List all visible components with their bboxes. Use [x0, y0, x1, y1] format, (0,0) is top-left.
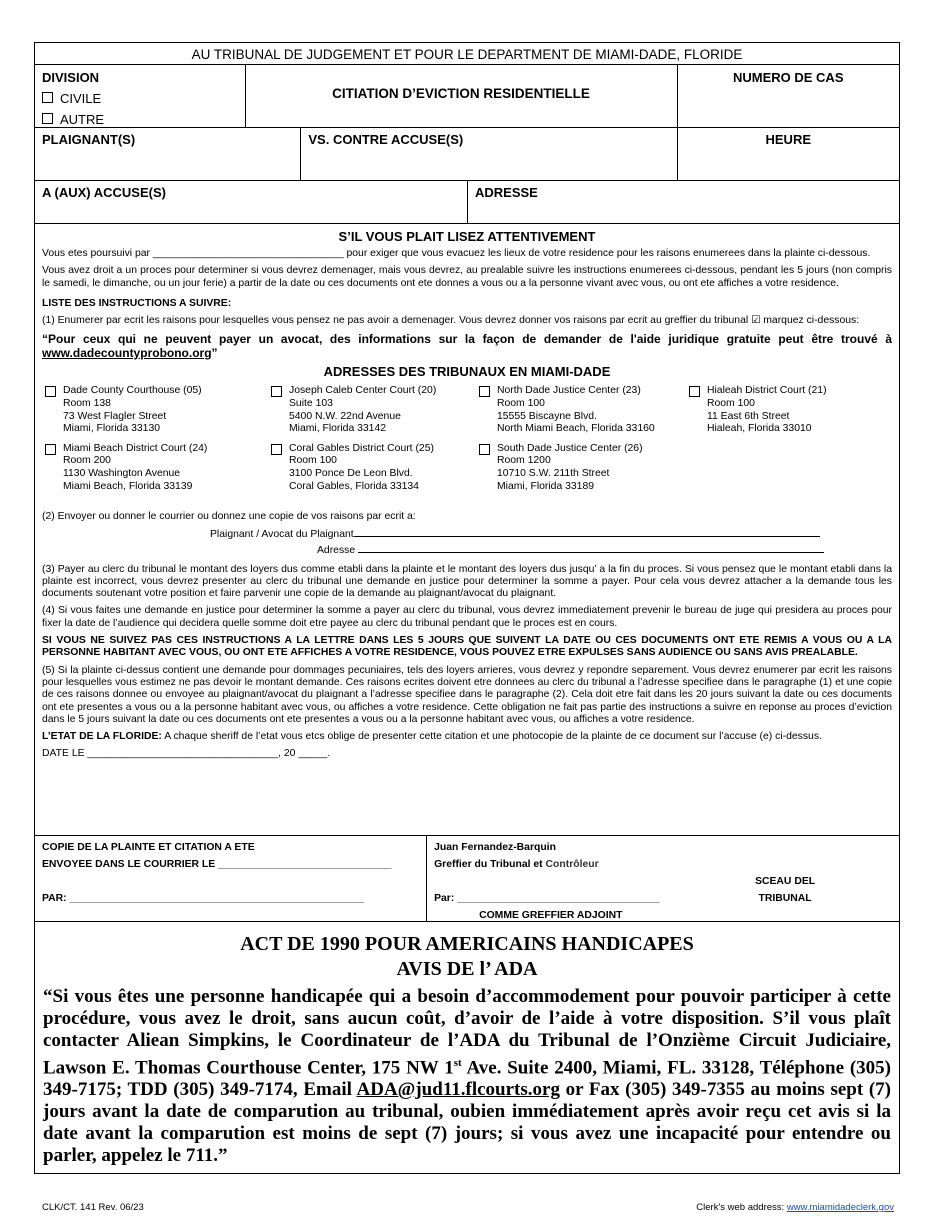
- signature-row: [35, 836, 899, 922]
- copy-line-1: COPIE DE LA PLAINTE ET CITATION A ETE: [42, 842, 255, 853]
- clerk-title: [434, 856, 892, 873]
- court-option[interactable]: [45, 443, 271, 493]
- clerk-title-bold: Greffier du Tribunal et: [434, 859, 543, 870]
- para-sued-by: Vous etes poursuivi par _________________________________ pour exiger que vous evacuez les lieux de votre residence pour les raisons enumerees dans la plainte ci-dessous.: [42, 248, 871, 259]
- ada-title-1: ACT DE 1990 POUR AMERICAINS HANDICAPES: [240, 933, 694, 955]
- address-line: [42, 543, 892, 559]
- court-name: Joseph Caleb Center Court (20): [289, 385, 437, 397]
- deputy-clerk: COMME GREFFIER ADJOINT: [479, 910, 623, 921]
- court-option[interactable]: [271, 443, 479, 493]
- checkbox-icon[interactable]: [42, 113, 53, 124]
- plaintiff-attorney-line: [42, 527, 892, 543]
- court-option[interactable]: [45, 385, 271, 435]
- probono-link[interactable]: www.dadecountyprobono.org: [42, 345, 212, 360]
- instruction-1: (1) Enumerer par ecrit les raisons pour lesquelles vous pensez ne pas avoir a demenager. Vous devrez donner vos raisons par ecrit au greffier du tribunal ☑ marquez ci-dessous:: [42, 315, 860, 327]
- division-option-civile[interactable]: [42, 88, 238, 109]
- checkbox-icon[interactable]: [479, 386, 490, 397]
- checkbox-icon[interactable]: [689, 386, 700, 397]
- clerk-cell: [426, 836, 899, 921]
- court-info: [63, 443, 207, 493]
- instructions-body-2: [35, 507, 899, 760]
- instructions-section: [35, 224, 899, 836]
- ada-text-c: or Fax (305) 349-7355 au moins sept (7) jours avant la date de comparution au tribunal, oubien immédiatement après avoir reçu cet avis si la date avant la comparution est moins de sept (7) jours; si vous avez une incapacité pour entendre ou parler, appelez le 711.”: [43, 1079, 892, 1167]
- court-info: [497, 443, 643, 493]
- checkbox-icon[interactable]: [271, 444, 282, 455]
- clerk-web-link[interactable]: www.miamidadeclerk.gov: [786, 1202, 894, 1213]
- checkbox-icon[interactable]: [271, 386, 282, 397]
- date-line: DATE LE _________________________________, 20 _____.: [42, 748, 331, 760]
- par-line: PAR: ___________________________________________________: [42, 893, 365, 904]
- court-info: [289, 385, 436, 435]
- court-address: Room 200 1130 Washington Avenue Miami Beach, Florida 33139: [63, 455, 193, 492]
- warning-notice: SI VOUS NE SUIVEZ PAS CES INSTRUCTIONS A LA LETTRE DANS LES 5 JOURS QUE SUIVENT LA DATE OU CES DOCUMENTS ONT ETE REMIS A VOUS OU A LA PERSONNE HABITANT AVEC VOUS, OU ONT ETE AFFICHES A VOTRE RESIDENCE, VOUS POUVEZ ETRE EXPULSES SANS AUDIENCE OU SANS AVIS PREALABLE.: [42, 635, 892, 659]
- seal-line-1: SCEAU DEL: [755, 876, 816, 887]
- court-seal: [745, 873, 825, 907]
- instructions-title: LISTE DES INSTRUCTIONS A SUIVRE:: [42, 297, 232, 309]
- court-option[interactable]: [479, 385, 689, 435]
- instruction-5: (5) Si la plainte ci-dessus contient une demande pour dommages pecuniaires, tels des loyers arrieres, vous devrez y repondre separement. Vous devrez enumerer par ecrit les raisons pour lesquelles vous estimez ne pas devoir le montant demande. Ces raisons ecrites doivent etre donnees au clerc du tribunal a l’adresse specifiee dans le paragraphe (1) et une copie de ces raisons donnee ou envoyee au plaignant/avocat du plaignant a l’adresse specifiee dans le paragraphe (2). Cela doit etre fait dans les 20 jours suivant la date ou ces documents ont ete presentes a vous ou a la personne habitant avec vous, ou affiches a votre residence. Cette obligation ne fait pas partie des instructions a suivre en reponse au proces d’eviction dans le 5 jours suivant la date ou ces documents ont ete presentes a vous ou a la personne habitant avec vous, ou affiches a votre residence.: [42, 664, 892, 725]
- par-clerk-line: Par: ___________________________________: [434, 893, 660, 904]
- division-label: DIVISION: [42, 70, 100, 85]
- court-address: Room 1200 10710 S.W. 211th Street Miami, Florida 33189: [497, 455, 610, 492]
- court-header-row: [35, 43, 899, 65]
- address-line-label: Adresse: [317, 544, 356, 556]
- plaintiff-attorney-label: Plaignant / Avocat du Plaignant: [210, 528, 354, 540]
- division-option-autre[interactable]: [42, 109, 238, 130]
- court-header: AU TRIBUNAL DE JUDGEMENT ET POUR LE DEPARTMENT DE MIAMI-DADE, FLORIDE: [191, 47, 743, 62]
- court-option[interactable]: [689, 385, 889, 435]
- court-name: South Dade Justice Center (26): [497, 442, 643, 454]
- ada-text-b: Ave. Suite 2400, Miami, FL. 33128, Téléphone (305) 349-7175; TDD (305) 349-7174, Email: [43, 1057, 892, 1101]
- plaintiff-attorney-field[interactable]: [354, 536, 820, 537]
- para-right-to-trial: Vous avez droit a un proces pour determiner si vous devrez demenager, mais vous devrez, au prealable suivre les instructions enumerees ci-dessous, pendant les 5 jours (non compris le samedi, le dimanche, ou un jour ferie) a partir de la date ou ces documents ont ete donnes a vous ou a la personne vivant avec vous, ou ont ete affiches a votre residence.: [42, 265, 892, 289]
- court-address: Room 100 11 East 6th Street Hialeah, Florida 33010: [707, 398, 812, 435]
- instruction-3: (3) Payer au clerc du tribunal le montant des loyers dus comme etabli dans la plainte et le montant des loyers dus jusqu’ a la fin du proces. Si vous pensez que le montant etabli dans la plainte est incorrect, vous devrez presenter au clerc du tribunal une demande en justice pour determiner la somme a payer. Pour cela vous devrez attacher a la demande tous les documents soutenant votre position et faire parvenir une copie de la demande au plaignant/avocat du plaignant.: [42, 563, 892, 600]
- seal-line-2: TRIBUNAL: [758, 893, 812, 904]
- court-address: Room 138 73 West Flagler Street Miami, Florida 33130: [63, 398, 167, 435]
- court-info: [497, 385, 655, 435]
- parties-row: [35, 128, 899, 181]
- address-field[interactable]: [358, 552, 824, 553]
- instruction-4: (4) Si vous faites une demande en justice pour determiner la somme a payer au clerc du tribunal, vous devrez immediatement prevenir le bureau de juge qui presidera au proces pour fixer la date de l’audience qui decidera quelle somme doit etre payee au clerc du tribunal pendant que le proces est en cours.: [42, 605, 892, 629]
- ada-email-link[interactable]: ADA@jud11.flcourts.org: [356, 1079, 560, 1101]
- checkbox-icon[interactable]: [45, 444, 56, 455]
- court-info: [289, 443, 434, 493]
- state-notice: [42, 731, 892, 743]
- court-info: [707, 385, 827, 435]
- defendant-address-row: [35, 181, 899, 224]
- clerk-name: Juan Fernandez-Barquin: [434, 842, 556, 853]
- checkbox-icon[interactable]: [479, 444, 490, 455]
- to-defendants-label: A (AUX) ACCUSE(S): [42, 185, 166, 200]
- instruction-2: (2) Envoyer ou donner le courrier ou donnez une copie de vos raisons par ecrit a:: [42, 511, 416, 523]
- division-option-label: AUTRE: [60, 112, 105, 127]
- case-number-label: NUMERO DE CAS: [677, 65, 900, 127]
- eviction-summons-form: [34, 42, 900, 1174]
- instructions-body: [35, 244, 899, 360]
- court-name: Miami Beach District Court (24): [63, 442, 208, 454]
- clerk-web-label: Clerk's web address:: [696, 1202, 785, 1213]
- plaintiffs-label: PLAIGNANT(S): [42, 132, 136, 147]
- court-name: Dade County Courthouse (05): [63, 385, 202, 397]
- address-label: ADRESSE: [467, 181, 899, 223]
- clerk-title-rest: Contrôleur: [545, 859, 599, 870]
- court-address: Room 100 3100 Ponce De Leon Blvd. Coral Gables, Florida 33134: [289, 455, 419, 492]
- form-number: CLK/CT. 141 Rev. 06/23: [42, 1202, 144, 1213]
- court-address: Room 100 15555 Biscayne Blvd. North Miami Beach, Florida 33160: [497, 398, 655, 435]
- court-name: North Dade Justice Center (23): [497, 385, 641, 397]
- state-label: L’ETAT DE LA FLORIDE:: [42, 731, 162, 743]
- probono-notice: [42, 333, 892, 360]
- copy-mailed-cell: [35, 836, 426, 921]
- probono-quote: ”: [211, 345, 218, 360]
- clerk-web-address: [696, 1202, 894, 1213]
- defendants-label: VS. CONTRE ACCUSE(S): [300, 128, 676, 180]
- division-row: [35, 65, 899, 128]
- court-address: Suite 103 5400 N.W. 22nd Avenue Miami, Florida 33142: [289, 398, 401, 435]
- courts-grid: [35, 385, 899, 493]
- courts-title: ADRESSES DES TRIBUNAUX EN MIAMI-DADE: [323, 364, 611, 380]
- court-name: Coral Gables District Court (25): [289, 442, 434, 454]
- ada-text-sup: st: [453, 1057, 462, 1069]
- copy-line-2: ENVOYEE DANS LE COURRIER LE ______________________________: [42, 859, 392, 870]
- checkbox-icon[interactable]: [45, 386, 56, 397]
- time-label: HEURE: [677, 128, 900, 180]
- checkbox-icon[interactable]: [42, 92, 53, 103]
- court-info: [63, 385, 202, 435]
- ada-body: [43, 986, 891, 1167]
- ada-title-2: AVIS DE l’ ADA: [396, 958, 538, 980]
- read-carefully-title: S’IL VOUS PLAIT LISEZ ATTENTIVEMENT: [338, 229, 596, 244]
- court-name: Hialeah District Court (21): [707, 385, 827, 397]
- division-cell: [35, 65, 245, 127]
- court-option[interactable]: [271, 385, 479, 435]
- ada-notice: [35, 922, 899, 1173]
- page-footer: [42, 1202, 894, 1213]
- probono-text: “Pour ceux qui ne peuvent payer un avocat, des informations sur la façon de demander de l'aide juridique gratuite peut être trouvé à: [42, 332, 892, 347]
- court-option[interactable]: [479, 443, 689, 493]
- document-title: CITIATION D’EVICTION RESIDENTIELLE: [245, 65, 677, 127]
- division-option-label: CIVILE: [60, 91, 102, 106]
- ada-text-a: “Si vous êtes une personne handicapée qui a besoin d’accommodement pour pouvoir participer à cette procédure, vous avez le droit, sans aucun coût, d’avoir de l’aide à votre disposition. S’il vous plaît contacter Aliean Simpkins, le Coordinateur de l’ADA du Tribunal de l’Onzième Circuit Judiciaire, Lawson E. Thomas Courthouse Center, 175 NW 1: [43, 986, 891, 1079]
- state-text: A chaque sheriff de l’etat vous etcs oblige de presenter cette citation et une photocopie de la plainte de ce document sur l’accuse (e) ci-dessus.: [164, 731, 822, 743]
